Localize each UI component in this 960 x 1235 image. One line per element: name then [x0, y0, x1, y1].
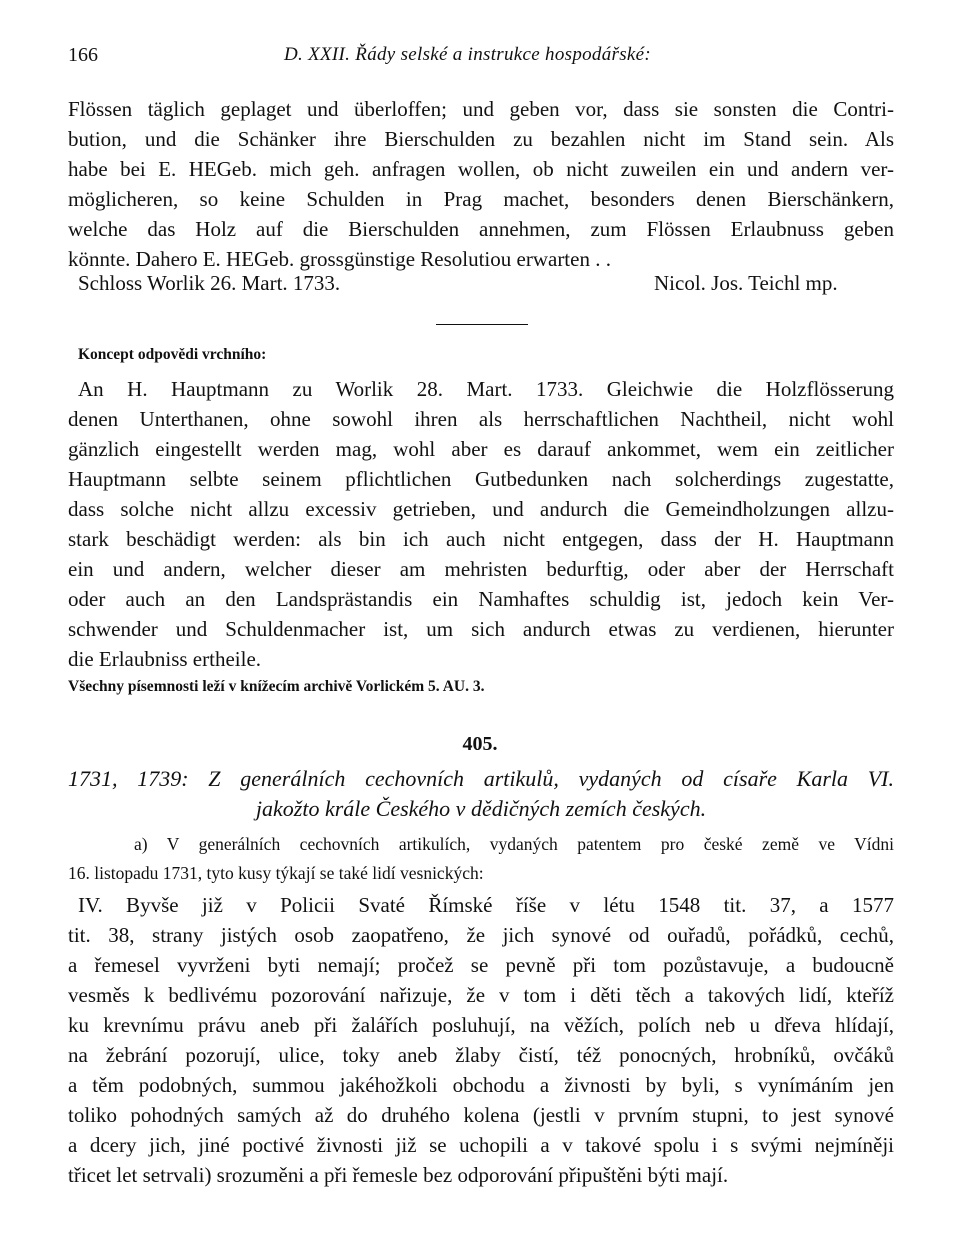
reply-label-block: [68, 342, 894, 368]
letter-line: bution, und die Schänker ihre Bierschulden zu bezahlen nicht im Stand sein. Als: [68, 127, 894, 151]
body-line: na žebrání pozorují, ulice, toky aneb žlaby čistí, též ponocných, hrobníků, ovčáků: [68, 1043, 894, 1067]
letter-paragraph: [68, 94, 894, 274]
letter-line: habe bei E. HEGeb. mich geh. anfragen wollen, ob nicht zuweilen ein und andern ver-: [68, 157, 894, 181]
letter-line: Flössen täglich geplaget und überloffen; und geben vor, dass sie sonsten die Contri-: [68, 97, 894, 121]
body-line: a těm podobných, summou jakéhožkoli obchodu a živnosti by byli, s vynímáním jen: [68, 1073, 894, 1097]
section-number: 405.: [462, 733, 498, 755]
running-title: D. XXII. Řády selské a instrukce hospodářské:: [284, 44, 652, 65]
reply-line: denen Unterthanen, ohne sowohl ihren als herrschaftlichen Nachtheil, nicht wohl: [68, 407, 894, 431]
section-title-line2: jakožto krále Českého v dědičných zemích českých.: [255, 796, 707, 821]
signature-name: Nicol. Jos. Teichl mp.: [654, 271, 838, 295]
section-title: [68, 764, 894, 824]
section-body: [68, 890, 894, 1190]
reply-line: Hauptmann selbte seinem pflichtlichen Gutbedunken nach solcherdings zugestatte,: [68, 467, 894, 491]
body-line: toliko pohodných samých až do druhého kolena (jestli v prvním stupni, to jest synové: [68, 1103, 894, 1127]
reply-line: schwender und Schuldenmacher ist, um sich andurch etwas zu verdienen, hierunter: [68, 617, 894, 641]
reply-line: stark beschädigt werden: als bin ich auch nicht entgegen, dass der H. Hauptmann: [68, 527, 894, 551]
body-line: a dcery jich, jiné poctivé živnosti již se uchopili a v takové spolu i s svými nejmíněji: [68, 1133, 894, 1157]
signature-date: Schloss Worlik 26. Mart. 1733.: [78, 271, 341, 295]
section-divider: [436, 324, 528, 325]
letter-line: könnte. Dahero E. HEGeb. grossgünstige Resolutiou erwarten . .: [68, 247, 611, 271]
body-line: vesměs k bedlivému pozorování nařizuje, že v tom i děti těch a takových lidí, kteříž: [68, 983, 894, 1007]
reply-line: ein und andern, welcher dieser am mehristen bedurftig, oder aber der Herrschaft: [68, 557, 894, 581]
reply-paragraph: [68, 374, 894, 700]
section-title-line1: 1731, 1739: Z generálních cechovních artikulů, vydaných od císaře Karla VI.: [68, 766, 894, 791]
reply-line: die Erlaubniss ertheile.: [68, 647, 262, 671]
archive-note: Všechny písemnosti leží v knížecím archivě Vorlickém 5. AU. 3.: [68, 678, 485, 695]
letter-line: möglicheren, so keine Schulden in Prag machet, besonders denen Bierschänkern,: [68, 187, 894, 211]
page-header: [68, 44, 894, 74]
reply-line: dass solche nicht allzu excessiv getrieben, und andurch die Gemeindholzungen allzu-: [68, 497, 894, 521]
body-line: IV. Byvše již v Policii Svaté Římské říše v létu 1548 tit. 37, a 1577: [78, 893, 894, 917]
reply-line: oder auch an den Landsprästandis ein Namhaftes schuldig ist, jedoch kein Ver-: [68, 587, 894, 611]
body-line: tit. 38, strany jistých osob zaopatřeno, že jich synové od ouřadů, pořádků, cechů,: [68, 923, 894, 947]
reply-line: gänzlich eingestellt werden mag, wohl aber es darauf ankommet, wem ein zeitlicher: [68, 437, 894, 461]
intro-line: a) V generálních cechovních artikulích, vydaných patentem pro české země ve Vídni: [134, 834, 894, 854]
section-intro: [68, 830, 894, 888]
letter-line: welche das Holz auf die Bierschulden annehmen, zum Flössen Erlaubnuss geben: [68, 217, 894, 241]
body-line: třicet let setrvali) srozuměni a při řemesle bez odporování připuštěni býti mají.: [68, 1163, 729, 1187]
reply-line: An H. Hauptmann zu Worlik 28. Mart. 1733. Gleichwie die Holzflösserung: [78, 377, 894, 401]
reply-label: Koncept odpovědi vrchního:: [78, 346, 267, 363]
body-line: a řemesel vyvrženi byti nemají; pročež se pevně při tom pozůstavuje, a budoucně: [68, 953, 894, 977]
body-line: ku krevnímu právu aneb při žalářích posluhují, na věžích, polích neb u dřeva hlídají,: [68, 1013, 894, 1037]
page-number: 166: [68, 44, 98, 66]
intro-line: 16. listopadu 1731, tyto kusy týkají se také lidí vesnických:: [68, 863, 484, 883]
